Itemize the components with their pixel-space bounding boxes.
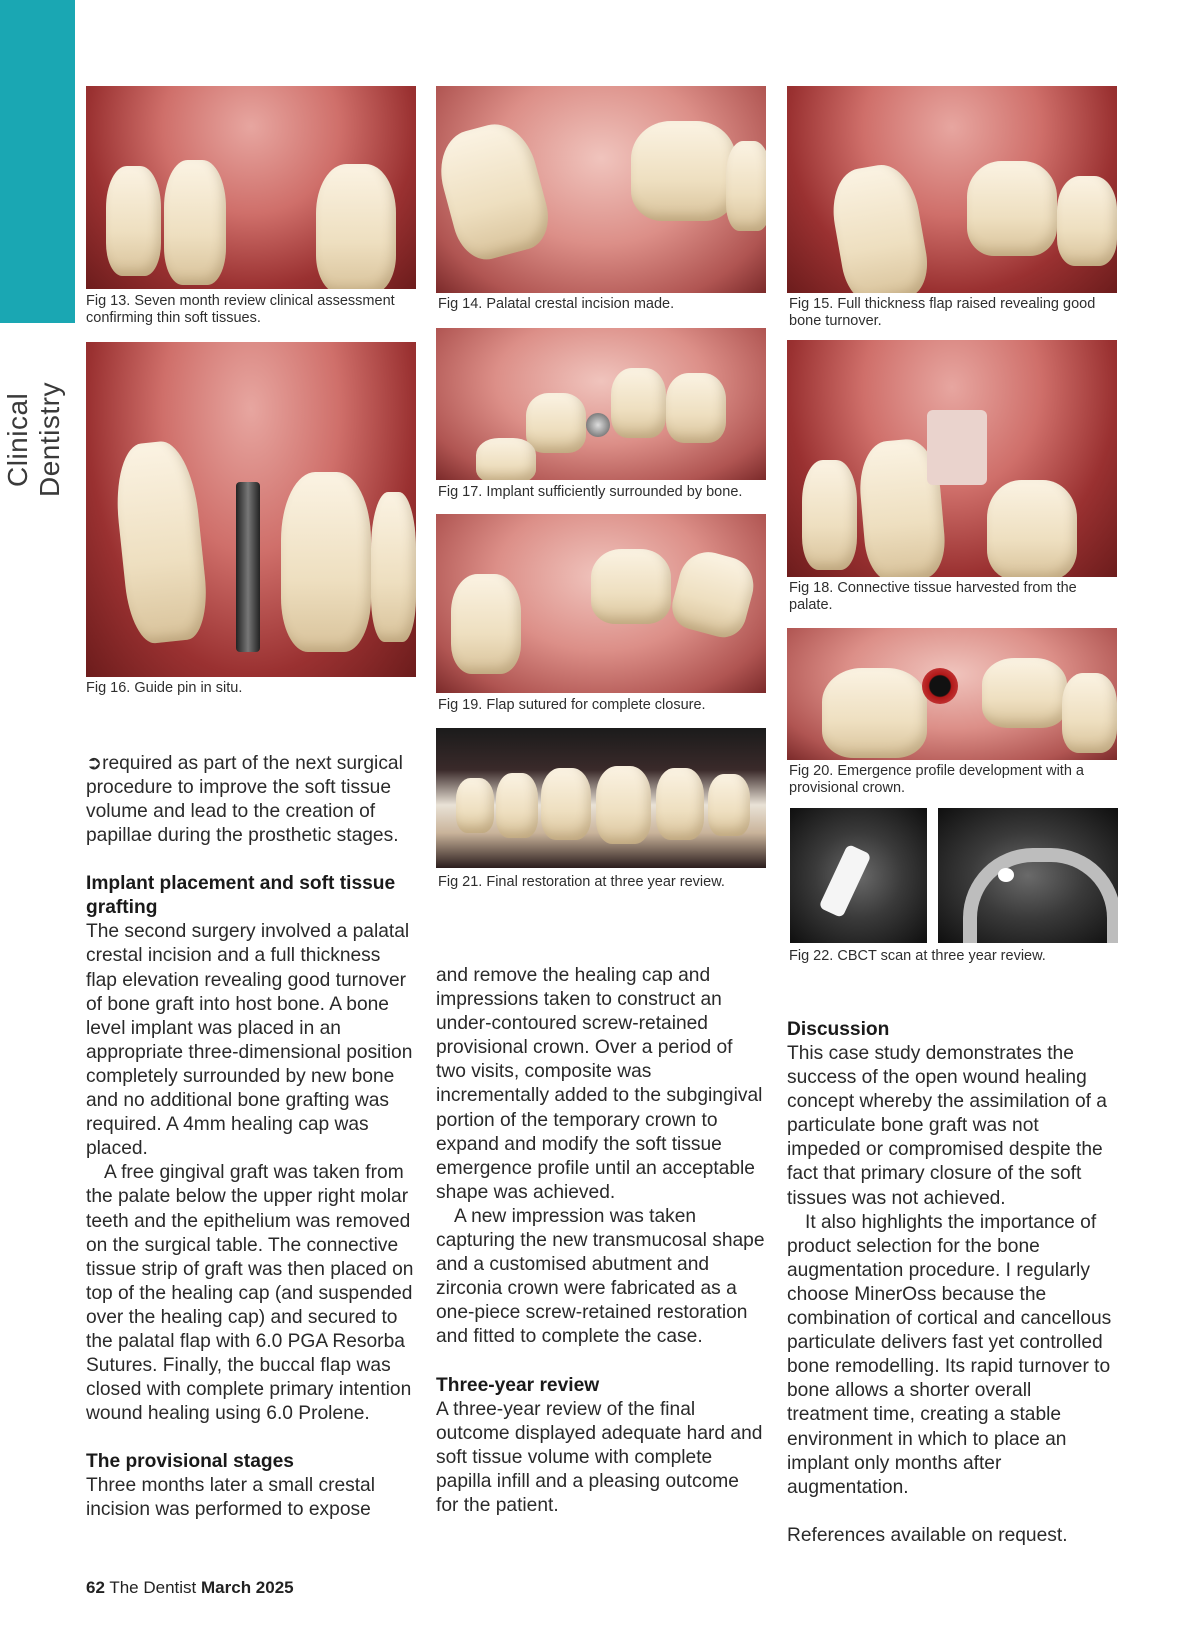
fig20-photo	[787, 628, 1117, 760]
paragraph-implant-placement: The second surgery involved a palatal crestal incision and a full thickness flap elevation revealing good turnover of bone graft into host bone. A bone level implant was placed in an appropriate three-dimensional position completely surrounded by new bone and no additional bone grafting was required. A 4mm healing cap was placed.	[86, 921, 413, 1160]
fig22-caption: Fig 22. CBCT scan at three year review.	[789, 948, 1046, 964]
fig18-photo	[787, 340, 1117, 577]
paragraph-healing-cap: and remove the healing cap and impressions taken to construct an under-contoured screw-retained provisional crown. Over a period of two visits, composite was incrementally added to the subgingival portion of the temporary crown to expand and modify the soft tissue emergence profile until an acceptable shape was achieved.	[436, 965, 763, 1203]
continue-arrow-icon: ➲	[86, 753, 103, 774]
heading-discussion: Discussion	[787, 1019, 890, 1040]
paragraph-discussion-1: This case study demonstrates the success of the open wound healing concept whereby the assimilation of a particulate bone graft was not impeded or compromised despite the fact that primary closure of the soft tissues was not achieved.	[787, 1043, 1107, 1209]
fig14-photo	[436, 86, 766, 293]
fig21-photo	[436, 728, 766, 868]
section-label: Clinical Dentistry	[2, 382, 65, 498]
fig16-photo	[86, 342, 416, 677]
column-2-text	[436, 964, 766, 1518]
fig19-photo	[436, 514, 766, 693]
heading-provisional-stages: The provisional stages	[86, 1451, 294, 1473]
fig16-caption: Fig 16. Guide pin in situ.	[86, 680, 243, 696]
fig17-photo	[436, 328, 766, 480]
paragraph-three-year-review: A three-year review of the final outcome displayed adequate hard and soft tissue volume with complete papilla infill and a pleasing outcome for the patient.	[436, 1398, 763, 1516]
fig15-caption: Fig 15. Full thickness flap raised revealing good bone turnover.	[789, 296, 1096, 329]
paragraph-new-impression: A new impression was taken capturing the new transmucosal shape and a customised abutment and zirconia crown were fabricated as a one-piece screw-retained restoration and fitted to complete the case.	[436, 1205, 765, 1348]
fig14-caption: Fig 14. Palatal crestal incision made.	[438, 296, 675, 312]
heading-implant-placement: Implant placement and soft tissue grafting	[86, 873, 396, 919]
fig13-caption: Fig 13. Seven month review clinical assessment confirming thin soft tissues.	[86, 293, 395, 326]
fig19-caption: Fig 19. Flap sutured for complete closure.	[438, 697, 706, 713]
fig18-caption: Fig 18. Connective tissue harvested from the palate.	[789, 580, 1077, 613]
fig13-photo	[86, 86, 416, 289]
fig22-ct-sagittal	[790, 808, 927, 943]
fig22-ct-axial	[938, 808, 1118, 943]
intro-paragraph: ➲required as part of the next surgical procedure to improve the soft tissue volume and lead to the creation of papillae during the prosthetic stages.	[86, 753, 403, 847]
column-1-text	[86, 752, 416, 1523]
page-number: 62	[86, 1578, 105, 1597]
publication-name: The Dentist	[109, 1578, 197, 1597]
references-note: References available on request.	[787, 1524, 1068, 1546]
page-footer	[86, 1578, 294, 1598]
heading-three-year-review: Three-year review	[436, 1374, 600, 1396]
issue-date: March 2025	[201, 1578, 294, 1597]
paragraph-provisional-stages: Three months later a small crestal incision was performed to expose	[86, 1475, 375, 1521]
fig15-photo	[787, 86, 1117, 293]
paragraph-discussion-2: It also highlights the importance of product selection for the bone augmentation procedure. I regularly choose MinerOss because the combination of cortical and cancellous particulate delivers fast yet controlled bone remodelling. Its rapid turnover to bone allows a shorter overall treatment time, creating a stable environment in which to place an implant only months after augmentation.	[787, 1211, 1112, 1498]
fig20-caption: Fig 20. Emergence profile development with a provisional crown.	[789, 763, 1084, 796]
section-color-bar	[0, 0, 75, 323]
fig21-caption: Fig 21. Final restoration at three year review.	[438, 874, 725, 890]
column-3-text	[787, 1018, 1117, 1548]
paragraph-gingival-graft: A free gingival graft was taken from the palate below the upper right molar teeth and the epithelium was removed on the surgical table. The connective tissue strip of graft was then placed on top of the healing cap (and suspended over the healing cap) and secured to the palatal flap with 6.0 PGA Resorba Sutures. Finally, the buccal flap was closed with complete primary intention wound healing using 6.0 Prolene.	[86, 1162, 414, 1425]
fig17-caption: Fig 17. Implant sufficiently surrounded by bone.	[438, 484, 743, 500]
